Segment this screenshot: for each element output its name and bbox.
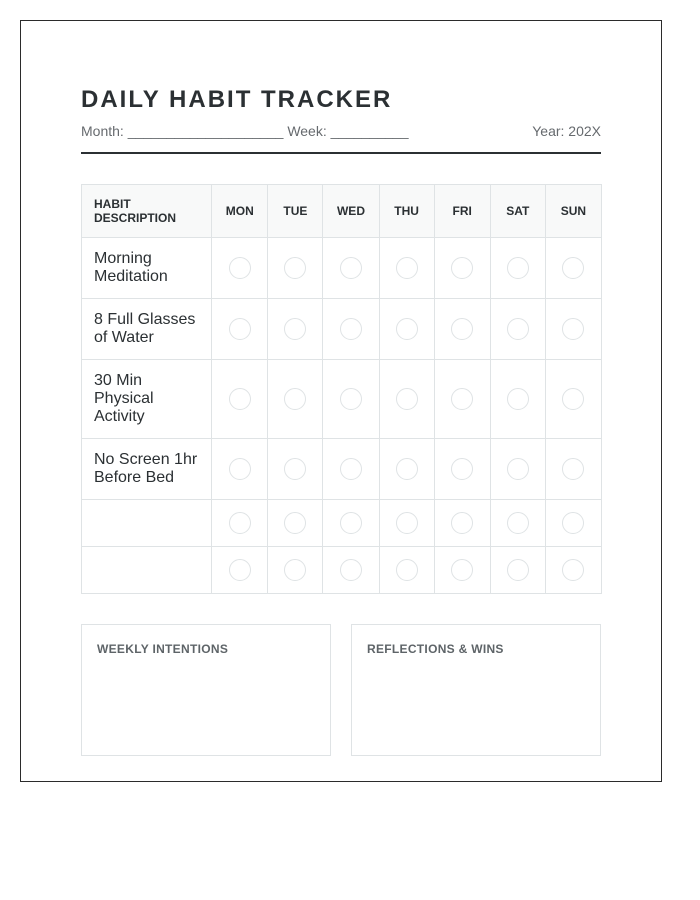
checkbox-circle[interactable] (284, 388, 306, 410)
check-cell (434, 439, 490, 500)
header-row (82, 185, 602, 238)
tracker-sheet (20, 20, 662, 782)
checkbox-circle[interactable] (451, 318, 473, 340)
check-cell (323, 238, 379, 299)
check-cell (379, 547, 434, 594)
check-cell (268, 299, 323, 360)
habit-cell-empty[interactable] (82, 547, 212, 594)
habit-cell[interactable]: Morning Meditation (82, 238, 212, 299)
check-cell (379, 238, 434, 299)
checkbox-circle[interactable] (229, 559, 251, 581)
checkbox-circle[interactable] (396, 257, 418, 279)
weekly-intentions-title: WEEKLY INTENTIONS (97, 642, 229, 656)
checkbox-circle[interactable] (451, 559, 473, 581)
checkbox-circle[interactable] (562, 512, 584, 534)
checkbox-circle[interactable] (340, 388, 362, 410)
checkbox-circle[interactable] (396, 458, 418, 480)
checkbox-circle[interactable] (451, 458, 473, 480)
check-cell (212, 299, 268, 360)
checkbox-circle[interactable] (507, 388, 529, 410)
weekly-intentions-area[interactable] (92, 663, 320, 745)
table-row (82, 299, 602, 360)
check-cell (323, 299, 379, 360)
check-cell (379, 360, 434, 439)
check-cell (434, 547, 490, 594)
check-cell (545, 547, 601, 594)
checkbox-circle[interactable] (396, 318, 418, 340)
check-cell (212, 439, 268, 500)
check-cell (379, 299, 434, 360)
check-cell (268, 439, 323, 500)
check-cell (268, 500, 323, 547)
check-cell (212, 360, 268, 439)
table-row (82, 360, 602, 439)
day-header-wed: WED (323, 185, 379, 238)
habit-cell-empty[interactable] (82, 500, 212, 547)
check-cell (212, 500, 268, 547)
checkbox-circle[interactable] (396, 559, 418, 581)
check-cell (490, 547, 545, 594)
table-row (82, 439, 602, 500)
checkbox-circle[interactable] (340, 257, 362, 279)
day-header-tue: TUE (268, 185, 323, 238)
checkbox-circle[interactable] (396, 388, 418, 410)
checkbox-circle[interactable] (229, 388, 251, 410)
check-cell (434, 238, 490, 299)
checkbox-circle[interactable] (284, 458, 306, 480)
checkbox-circle[interactable] (340, 458, 362, 480)
check-cell (434, 500, 490, 547)
check-cell (379, 500, 434, 547)
reflections-box (351, 624, 601, 756)
check-cell (323, 439, 379, 500)
table-row (82, 500, 602, 547)
date-fields (81, 122, 601, 140)
checkbox-circle[interactable] (562, 257, 584, 279)
check-cell (323, 500, 379, 547)
day-header-mon: MON (212, 185, 268, 238)
check-cell (323, 547, 379, 594)
table-row (82, 238, 602, 299)
check-cell (490, 299, 545, 360)
checkbox-circle[interactable] (562, 318, 584, 340)
checkbox-circle[interactable] (507, 318, 529, 340)
check-cell (545, 360, 601, 439)
check-cell (490, 238, 545, 299)
check-cell (379, 439, 434, 500)
checkbox-circle[interactable] (284, 559, 306, 581)
day-header-sat: SAT (490, 185, 545, 238)
checkbox-circle[interactable] (229, 458, 251, 480)
month-field[interactable]: Month: ____________________ (81, 123, 284, 139)
habit-cell[interactable]: 8 Full Glasses of Water (82, 299, 212, 360)
checkbox-circle[interactable] (507, 458, 529, 480)
day-header-thu: THU (379, 185, 434, 238)
checkbox-circle[interactable] (451, 257, 473, 279)
checkbox-circle[interactable] (284, 512, 306, 534)
month-week-fields (81, 122, 409, 140)
checkbox-circle[interactable] (340, 318, 362, 340)
check-cell (490, 439, 545, 500)
checkbox-circle[interactable] (340, 512, 362, 534)
check-cell (490, 360, 545, 439)
day-header-sun: SUN (545, 185, 601, 238)
check-cell (212, 238, 268, 299)
checkbox-circle[interactable] (229, 512, 251, 534)
checkbox-circle[interactable] (284, 257, 306, 279)
day-header-fri: FRI (434, 185, 490, 238)
checkbox-circle[interactable] (284, 318, 306, 340)
checkbox-circle[interactable] (396, 512, 418, 534)
check-cell (434, 360, 490, 439)
check-cell (212, 547, 268, 594)
weekly-intentions-box (81, 624, 331, 756)
habit-description-header: HABIT DESCRIPTION (82, 185, 212, 238)
checkbox-circle[interactable] (507, 559, 529, 581)
reflections-title: REFLECTIONS & WINS (367, 642, 504, 656)
checkbox-circle[interactable] (507, 512, 529, 534)
page-title: DAILY HABIT TRACKER (81, 86, 393, 113)
reflections-area[interactable] (362, 663, 590, 745)
check-cell (323, 360, 379, 439)
habit-cell[interactable]: 30 Min Physical Activity (82, 360, 212, 439)
checkbox-circle[interactable] (229, 257, 251, 279)
check-cell (434, 299, 490, 360)
check-cell (545, 299, 601, 360)
check-cell (268, 360, 323, 439)
check-cell (545, 439, 601, 500)
checkbox-circle[interactable] (562, 559, 584, 581)
check-cell (268, 238, 323, 299)
checkbox-circle[interactable] (340, 559, 362, 581)
habit-cell[interactable]: No Screen 1hr Before Bed (82, 439, 212, 500)
table-row (82, 547, 602, 594)
checkbox-circle[interactable] (451, 512, 473, 534)
year-field[interactable]: Year: 202X (532, 123, 601, 139)
check-cell (490, 500, 545, 547)
checkbox-circle[interactable] (562, 388, 584, 410)
checkbox-circle[interactable] (451, 388, 473, 410)
checkbox-circle[interactable] (507, 257, 529, 279)
header-divider (81, 152, 601, 154)
habit-table (81, 184, 602, 594)
check-cell (545, 238, 601, 299)
check-cell (268, 547, 323, 594)
check-cell (545, 500, 601, 547)
checkbox-circle[interactable] (562, 458, 584, 480)
week-field[interactable]: Week: __________ (287, 123, 409, 139)
checkbox-circle[interactable] (229, 318, 251, 340)
